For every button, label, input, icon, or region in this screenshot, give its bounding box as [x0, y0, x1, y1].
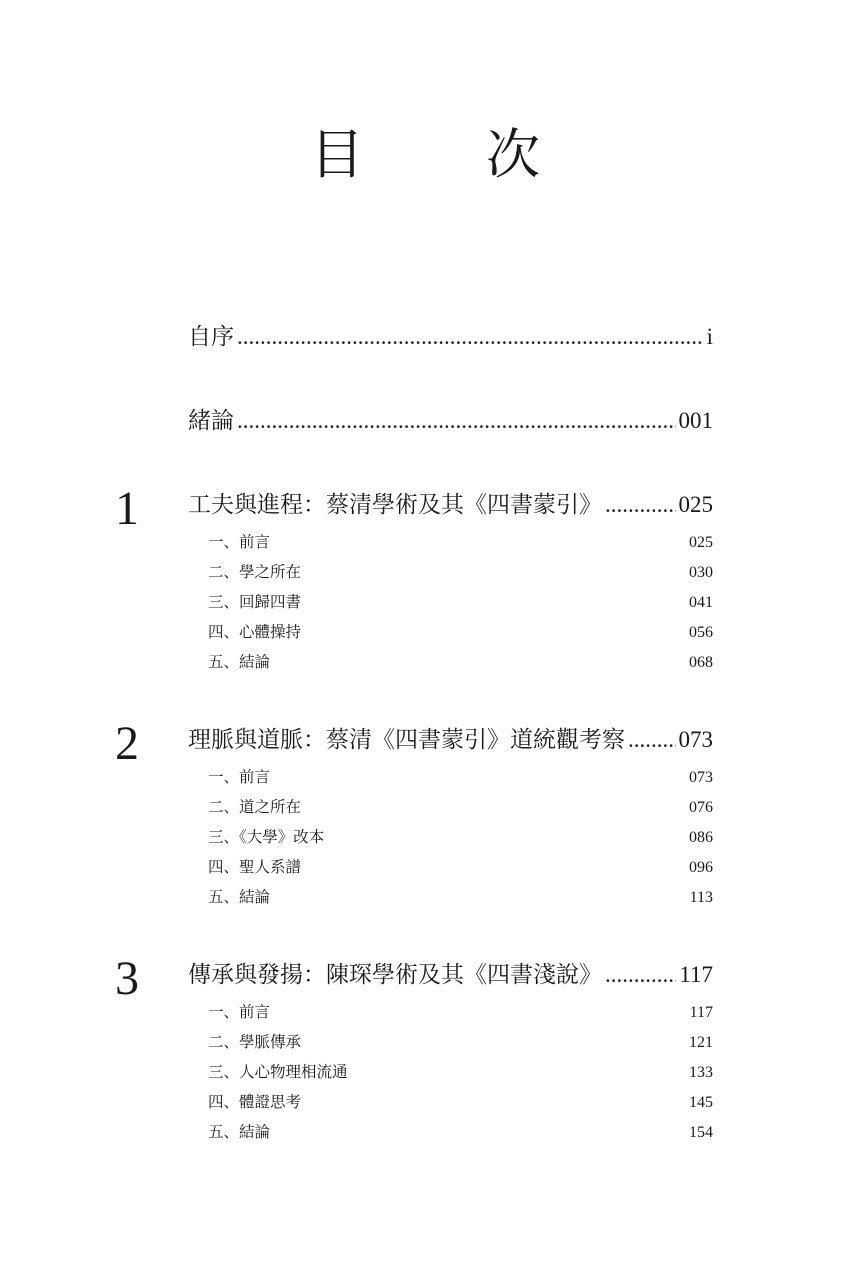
chapter-entry[interactable]	[188, 956, 713, 989]
toc-entry-preface[interactable]	[188, 318, 713, 351]
dot-leader	[605, 962, 676, 988]
section-entry[interactable]	[208, 885, 713, 907]
section-label: 一、前言	[208, 1003, 271, 1021]
section-label: 五、結論	[208, 1123, 271, 1141]
section-label: 三、人心物理相流通	[208, 1063, 348, 1081]
dot-leader	[237, 408, 676, 434]
entry-label: 自序	[188, 324, 234, 350]
section-label: 四、體證思考	[208, 1093, 302, 1111]
entry-page: 001	[678, 408, 713, 433]
section-entry[interactable]	[208, 1120, 713, 1142]
section-label: 一、前言	[208, 768, 271, 786]
dot-leader	[628, 727, 676, 753]
section-entry[interactable]	[208, 825, 713, 847]
chapter-title: 傳承與發揚：陳琛學術及其《四書淺說》	[188, 962, 602, 988]
section-entry[interactable]	[208, 590, 713, 612]
section-page: 154	[689, 1124, 713, 1141]
chapter-page: 117	[679, 962, 713, 987]
section-page: 076	[689, 799, 713, 816]
section-label: 二、學脈傳承	[208, 1033, 302, 1051]
section-entry[interactable]	[208, 1060, 713, 1082]
section-label: 四、心體操持	[208, 623, 302, 641]
chapter-entry[interactable]	[188, 486, 713, 519]
section-label: 四、聖人系譜	[208, 858, 302, 876]
dot-leader	[605, 492, 676, 518]
section-label: 三、《大學》改本	[208, 828, 325, 846]
toc-entry-introduction[interactable]	[188, 402, 713, 435]
section-label: 五、結論	[208, 653, 271, 671]
chapter-title: 理脈與道脈：蔡清《四書蒙引》道統觀考察	[188, 727, 625, 753]
chapter-entry[interactable]	[188, 721, 713, 754]
page-title: 目 次	[310, 123, 574, 186]
section-entry[interactable]	[208, 1030, 713, 1052]
section-page: 030	[689, 564, 713, 581]
section-page: 086	[689, 829, 713, 846]
section-label: 一、前言	[208, 533, 271, 551]
section-entry[interactable]	[208, 620, 713, 642]
chapter-number: 1	[115, 482, 139, 535]
section-page: 025	[689, 534, 713, 551]
section-entry[interactable]	[208, 765, 713, 787]
section-page: 117	[689, 1004, 713, 1021]
section-entry[interactable]	[208, 650, 713, 672]
section-entry[interactable]	[208, 1000, 713, 1022]
section-entry[interactable]	[208, 560, 713, 582]
chapter-page: 025	[678, 492, 713, 517]
section-label: 三、回歸四書	[208, 593, 302, 611]
section-entry[interactable]	[208, 1090, 713, 1112]
entry-page: i	[706, 324, 713, 349]
section-page: 068	[689, 654, 713, 671]
section-page: 121	[689, 1034, 713, 1051]
chapter-title: 工夫與進程：蔡清學術及其《四書蒙引》	[188, 492, 602, 518]
chapter-number: 2	[115, 717, 139, 770]
section-entry[interactable]	[208, 795, 713, 817]
entry-label: 緒論	[188, 408, 234, 434]
section-entry[interactable]	[208, 855, 713, 877]
section-entry[interactable]	[208, 530, 713, 552]
section-page: 113	[689, 889, 713, 906]
section-page: 145	[689, 1094, 713, 1111]
section-label: 二、學之所在	[208, 563, 302, 581]
section-page: 073	[689, 769, 713, 786]
dot-leader	[237, 324, 704, 350]
section-page: 133	[689, 1064, 713, 1081]
section-page: 041	[689, 594, 713, 611]
section-page: 056	[689, 624, 713, 641]
chapter-number: 3	[115, 952, 139, 1005]
section-label: 五、結論	[208, 888, 271, 906]
section-page: 096	[689, 859, 713, 876]
section-label: 二、道之所在	[208, 798, 302, 816]
chapter-page: 073	[678, 727, 713, 752]
